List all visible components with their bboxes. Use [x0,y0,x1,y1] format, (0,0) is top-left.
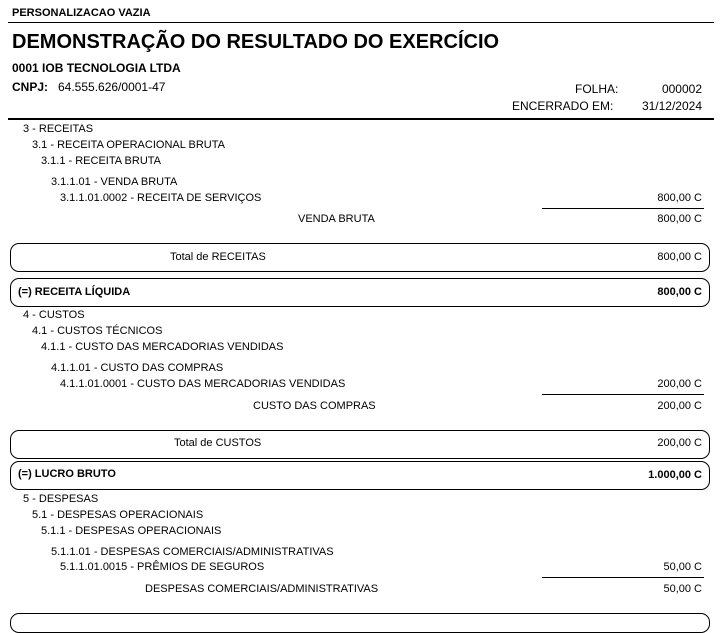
receitas-account: 3.1.1.01.0002 - RECEITA DE SERVIÇOS [60,192,262,204]
personalization-label: PERSONALIZACAO VAZIA [12,7,151,19]
custos-subtotal-label: CUSTO DAS COMPRAS [253,400,376,412]
receita-liquida-label: (=) RECEITA LÍQUIDA [18,286,131,298]
encerrado-value: 31/12/2024 [641,99,702,113]
custos-subtotal-rule [542,394,704,395]
encerrado-label: ENCERRADO EM: [512,99,614,113]
receitas-total-value: 800,00 C [657,251,702,263]
page-title: DEMONSTRAÇÃO DO RESULTADO DO EXERCÍCIO [12,31,500,53]
despesas-account-value: 50,00 C [663,561,702,573]
custos-level4: 4.1.1.01 - CUSTO DAS COMPRAS [51,362,224,374]
receitas-level2: 3.1 - RECEITA OPERACIONAL BRUTA [32,139,225,151]
receitas-account-value: 800,00 C [657,192,702,204]
despesas-account: 5.1.1.01.0015 - PRÊMIOS DE SEGUROS [60,561,265,573]
despesas-level3: 5.1.1 - DESPESAS OPERACIONAIS [41,525,222,537]
despesas-subtotal-value: 50,00 C [663,583,702,595]
company-name: 0001 IOB TECNOLOGIA LTDA [12,61,181,75]
custos-group: 4 - CUSTOS [23,309,85,321]
despesas-total-box [10,613,710,633]
custos-level2: 4.1 - CUSTOS TÉCNICOS [32,325,163,337]
receita-liquida-value: 800,00 C [657,286,702,298]
despesas-subtotal-label: DESPESAS COMERCIAIS/ADMINISTRATIVAS [145,583,379,595]
receitas-subtotal-rule [542,208,704,209]
despesas-subtotal-rule [542,577,704,578]
receitas-total-label: Total de RECEITAS [170,251,266,263]
header-top-rule [8,22,714,23]
custos-total-label: Total de CUSTOS [174,437,262,449]
folha-label: FOLHA: [575,82,619,96]
despesas-level2: 5.1 - DESPESAS OPERACIONAIS [32,509,204,521]
receitas-level3: 3.1.1 - RECEITA BRUTA [41,155,162,167]
despesas-group: 5 - DESPESAS [23,493,99,505]
despesas-level4: 5.1.1.01 - DESPESAS COMERCIAIS/ADMINISTRATIVAS [51,546,334,558]
lucro-bruto-label: (=) LUCRO BRUTO [18,468,116,480]
folha-value: 000002 [661,82,702,96]
receitas-group: 3 - RECEITAS [23,123,94,135]
receitas-subtotal-value: 800,00 C [657,213,702,225]
cnpj-label: CNPJ: [12,80,49,94]
custos-account: 4.1.1.01.0001 - CUSTO DAS MERCADORIAS VENDIDAS [60,378,346,390]
custos-level3: 4.1.1 - CUSTO DAS MERCADORIAS VENDIDAS [41,341,284,353]
custos-total-value: 200,00 C [657,437,702,449]
custos-subtotal-value: 200,00 C [657,400,702,412]
receitas-subtotal-label: VENDA BRUTA [298,213,375,225]
lucro-bruto-value: 1.000,00 C [648,469,702,481]
header-bottom-rule [8,118,714,120]
custos-account-value: 200,00 C [657,378,702,390]
cnpj-value: 64.555.626/0001-47 [58,80,166,94]
receitas-level4: 3.1.1.01 - VENDA BRUTA [51,176,178,188]
